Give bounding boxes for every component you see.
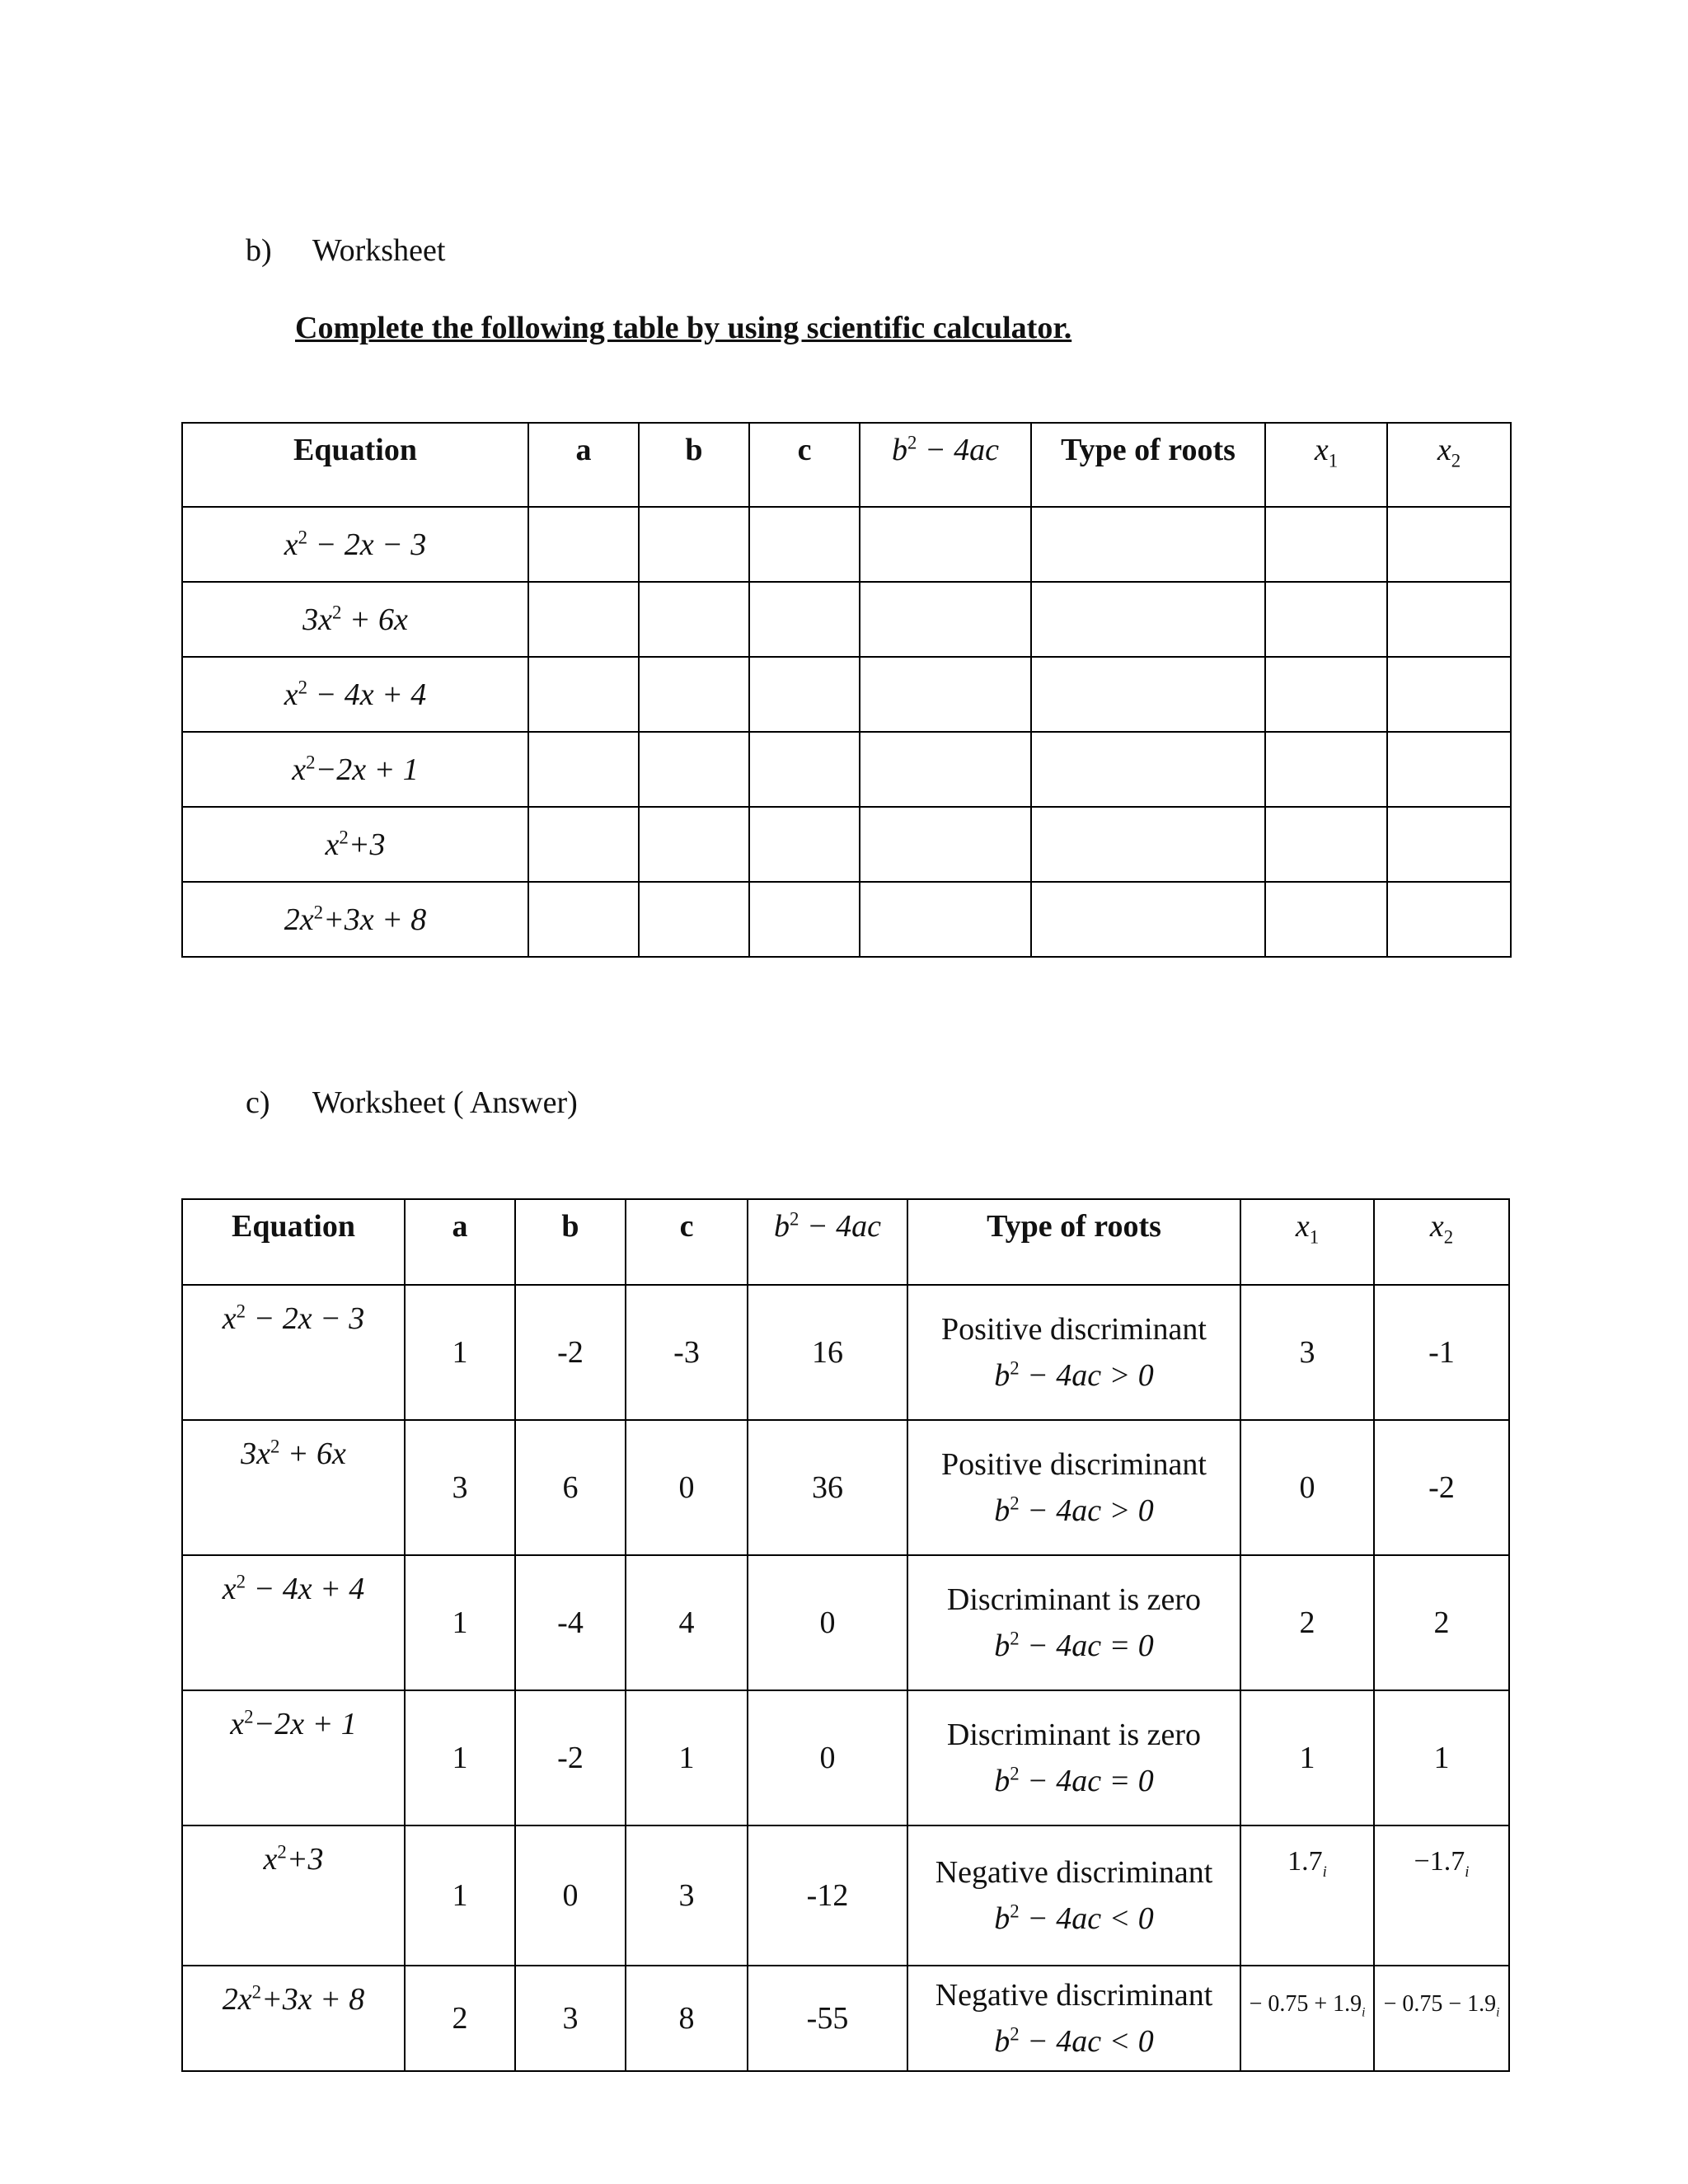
discriminant-cell: -55 <box>748 1966 907 2071</box>
blank-cell[interactable] <box>1031 732 1265 807</box>
x2-cell: $-1.7_i$ <box>1374 1825 1509 1966</box>
c-cell: -3 <box>626 1285 748 1420</box>
c-cell: 8 <box>626 1966 748 2071</box>
blank-cell[interactable] <box>1265 882 1387 957</box>
discriminant-cell: 0 <box>748 1555 907 1690</box>
blank-cell[interactable] <box>528 582 639 657</box>
table-row <box>182 1690 1509 1825</box>
blank-cell[interactable] <box>528 657 639 732</box>
blank-cell[interactable] <box>1265 732 1387 807</box>
blank-cell[interactable] <box>860 807 1031 882</box>
header-x1: $x_1$ <box>1240 1199 1374 1285</box>
table-row <box>182 657 1511 732</box>
header-type-of-roots: Type of roots <box>907 1199 1240 1285</box>
header-discriminant: $b^2 - 4ac$ <box>748 1199 907 1285</box>
blank-cell[interactable] <box>1387 807 1511 882</box>
table-row <box>182 1966 1509 2071</box>
table-row <box>182 1555 1509 1690</box>
blank-cell[interactable] <box>860 507 1031 582</box>
equation-cell: $x^2 - 2x - 3$ <box>182 507 528 582</box>
equation-cell: $3x^2 + 6x$ <box>182 582 528 657</box>
answer-table <box>181 1198 1510 2072</box>
blank-cell[interactable] <box>749 882 860 957</box>
blank-cell[interactable] <box>1387 882 1511 957</box>
blank-cell[interactable] <box>639 507 749 582</box>
section-b-label: b) <box>246 233 272 268</box>
header-a: a <box>528 423 639 507</box>
header-row <box>182 423 1511 507</box>
blank-cell[interactable] <box>1265 507 1387 582</box>
blank-cell[interactable] <box>528 807 639 882</box>
table-row <box>182 807 1511 882</box>
c-cell: 0 <box>626 1420 748 1555</box>
equation-cell: $x^2-2x + 1$ <box>182 732 528 807</box>
blank-cell[interactable] <box>1031 882 1265 957</box>
equation-cell: $x^2+3$ <box>182 1825 405 1966</box>
type-of-roots-cell: Negative discriminant $b^2 - 4ac < 0$ <box>907 1825 1240 1966</box>
section-b-title: Worksheet <box>312 233 446 268</box>
header-b: b <box>515 1199 626 1285</box>
discriminant-cell: -12 <box>748 1825 907 1966</box>
blank-cell[interactable] <box>860 882 1031 957</box>
discriminant-cell: 0 <box>748 1690 907 1825</box>
type-of-roots-cell: Negative discriminant $b^2 - 4ac < 0$ <box>907 1966 1240 2071</box>
header-equation: Equation <box>182 1199 405 1285</box>
a-cell: 3 <box>405 1420 515 1555</box>
c-cell: 1 <box>626 1690 748 1825</box>
blank-cell[interactable] <box>749 657 860 732</box>
blank-cell[interactable] <box>749 807 860 882</box>
header-row <box>182 1199 1509 1285</box>
equation-cell: $x^2 - 4x + 4$ <box>182 657 528 732</box>
header-a: a <box>405 1199 515 1285</box>
x1-cell: 0 <box>1240 1420 1374 1555</box>
equation-cell: $2x^2+3x + 8$ <box>182 1966 405 2071</box>
blank-cell[interactable] <box>749 582 860 657</box>
header-x2: $x_2$ <box>1387 423 1511 507</box>
x1-cell: $1.7_i$ <box>1240 1825 1374 1966</box>
header-equation: Equation <box>182 423 528 507</box>
x1-cell: 3 <box>1240 1285 1374 1420</box>
a-cell: 1 <box>405 1690 515 1825</box>
equation-cell: $x^2+3$ <box>182 807 528 882</box>
section-c-heading <box>246 1085 578 1121</box>
a-cell: 1 <box>405 1555 515 1690</box>
a-cell: 2 <box>405 1966 515 2071</box>
header-b: b <box>639 423 749 507</box>
blank-cell[interactable] <box>639 582 749 657</box>
blank-cell[interactable] <box>639 882 749 957</box>
header-c: c <box>749 423 860 507</box>
blank-cell[interactable] <box>860 657 1031 732</box>
table-row <box>182 732 1511 807</box>
x2-cell: − $0.75 - 1.9_i$ <box>1374 1966 1509 2071</box>
blank-cell[interactable] <box>1387 657 1511 732</box>
type-of-roots-cell: Positive discriminant $b^2 - 4ac > 0$ <box>907 1420 1240 1555</box>
x2-cell: 1 <box>1374 1690 1509 1825</box>
blank-cell[interactable] <box>1265 807 1387 882</box>
blank-cell[interactable] <box>749 732 860 807</box>
blank-cell[interactable] <box>1387 732 1511 807</box>
equation-cell: $x^2 - 2x - 3$ <box>182 1285 405 1420</box>
worksheet-table <box>181 422 1512 958</box>
blank-cell[interactable] <box>1387 507 1511 582</box>
x2-cell: -2 <box>1374 1420 1509 1555</box>
discriminant-cell: 16 <box>748 1285 907 1420</box>
header-c: c <box>626 1199 748 1285</box>
equation-cell: $x^2-2x + 1$ <box>182 1690 405 1825</box>
b-cell: -2 <box>515 1690 626 1825</box>
table-row <box>182 1825 1509 1966</box>
blank-cell[interactable] <box>860 732 1031 807</box>
header-discriminant: $b^2 - 4ac$ <box>860 423 1031 507</box>
blank-cell[interactable] <box>1031 807 1265 882</box>
type-of-roots-cell: Discriminant is zero $b^2 - 4ac = 0$ <box>907 1690 1240 1825</box>
type-of-roots-cell: Positive discriminant $b^2 - 4ac > 0$ <box>907 1285 1240 1420</box>
blank-cell[interactable] <box>1031 657 1265 732</box>
section-b-heading <box>246 232 445 269</box>
c-cell: 3 <box>626 1825 748 1966</box>
blank-cell[interactable] <box>749 507 860 582</box>
x1-cell: − $0.75 + 1.9_i$ <box>1240 1966 1374 2071</box>
instruction-text: Complete the following table by using scientific calculator. <box>295 311 1072 345</box>
blank-cell[interactable] <box>528 882 639 957</box>
blank-cell[interactable] <box>1031 507 1265 582</box>
table-row <box>182 582 1511 657</box>
table-row <box>182 1420 1509 1555</box>
c-cell: 4 <box>626 1555 748 1690</box>
b-cell: -2 <box>515 1285 626 1420</box>
a-cell: 1 <box>405 1285 515 1420</box>
x1-cell: 1 <box>1240 1690 1374 1825</box>
a-cell: 1 <box>405 1825 515 1966</box>
blank-cell[interactable] <box>1265 582 1387 657</box>
blank-cell[interactable] <box>639 657 749 732</box>
blank-cell[interactable] <box>1265 657 1387 732</box>
blank-cell[interactable] <box>528 507 639 582</box>
b-cell: 3 <box>515 1966 626 2071</box>
equation-cell: $3x^2 + 6x$ <box>182 1420 405 1555</box>
x2-cell: -1 <box>1374 1285 1509 1420</box>
b-cell: 0 <box>515 1825 626 1966</box>
section-c-label: c) <box>246 1085 270 1120</box>
b-cell: 6 <box>515 1420 626 1555</box>
blank-cell[interactable] <box>1387 582 1511 657</box>
blank-cell[interactable] <box>1031 582 1265 657</box>
x2-cell: 2 <box>1374 1555 1509 1690</box>
header-x2: $x_2$ <box>1374 1199 1509 1285</box>
b-cell: -4 <box>515 1555 626 1690</box>
table-row <box>182 882 1511 957</box>
table-row <box>182 507 1511 582</box>
blank-cell[interactable] <box>860 582 1031 657</box>
blank-cell[interactable] <box>639 732 749 807</box>
x1-cell: 2 <box>1240 1555 1374 1690</box>
equation-cell: $2x^2+3x + 8$ <box>182 882 528 957</box>
discriminant-cell: 36 <box>748 1420 907 1555</box>
header-x1: $x_1$ <box>1265 423 1387 507</box>
table-row <box>182 1285 1509 1420</box>
equation-cell: $x^2 - 4x + 4$ <box>182 1555 405 1690</box>
section-c-title: Worksheet ( Answer) <box>312 1085 578 1120</box>
header-type-of-roots: Type of roots <box>1031 423 1265 507</box>
blank-cell[interactable] <box>528 732 639 807</box>
type-of-roots-cell: Discriminant is zero $b^2 - 4ac = 0$ <box>907 1555 1240 1690</box>
blank-cell[interactable] <box>639 807 749 882</box>
